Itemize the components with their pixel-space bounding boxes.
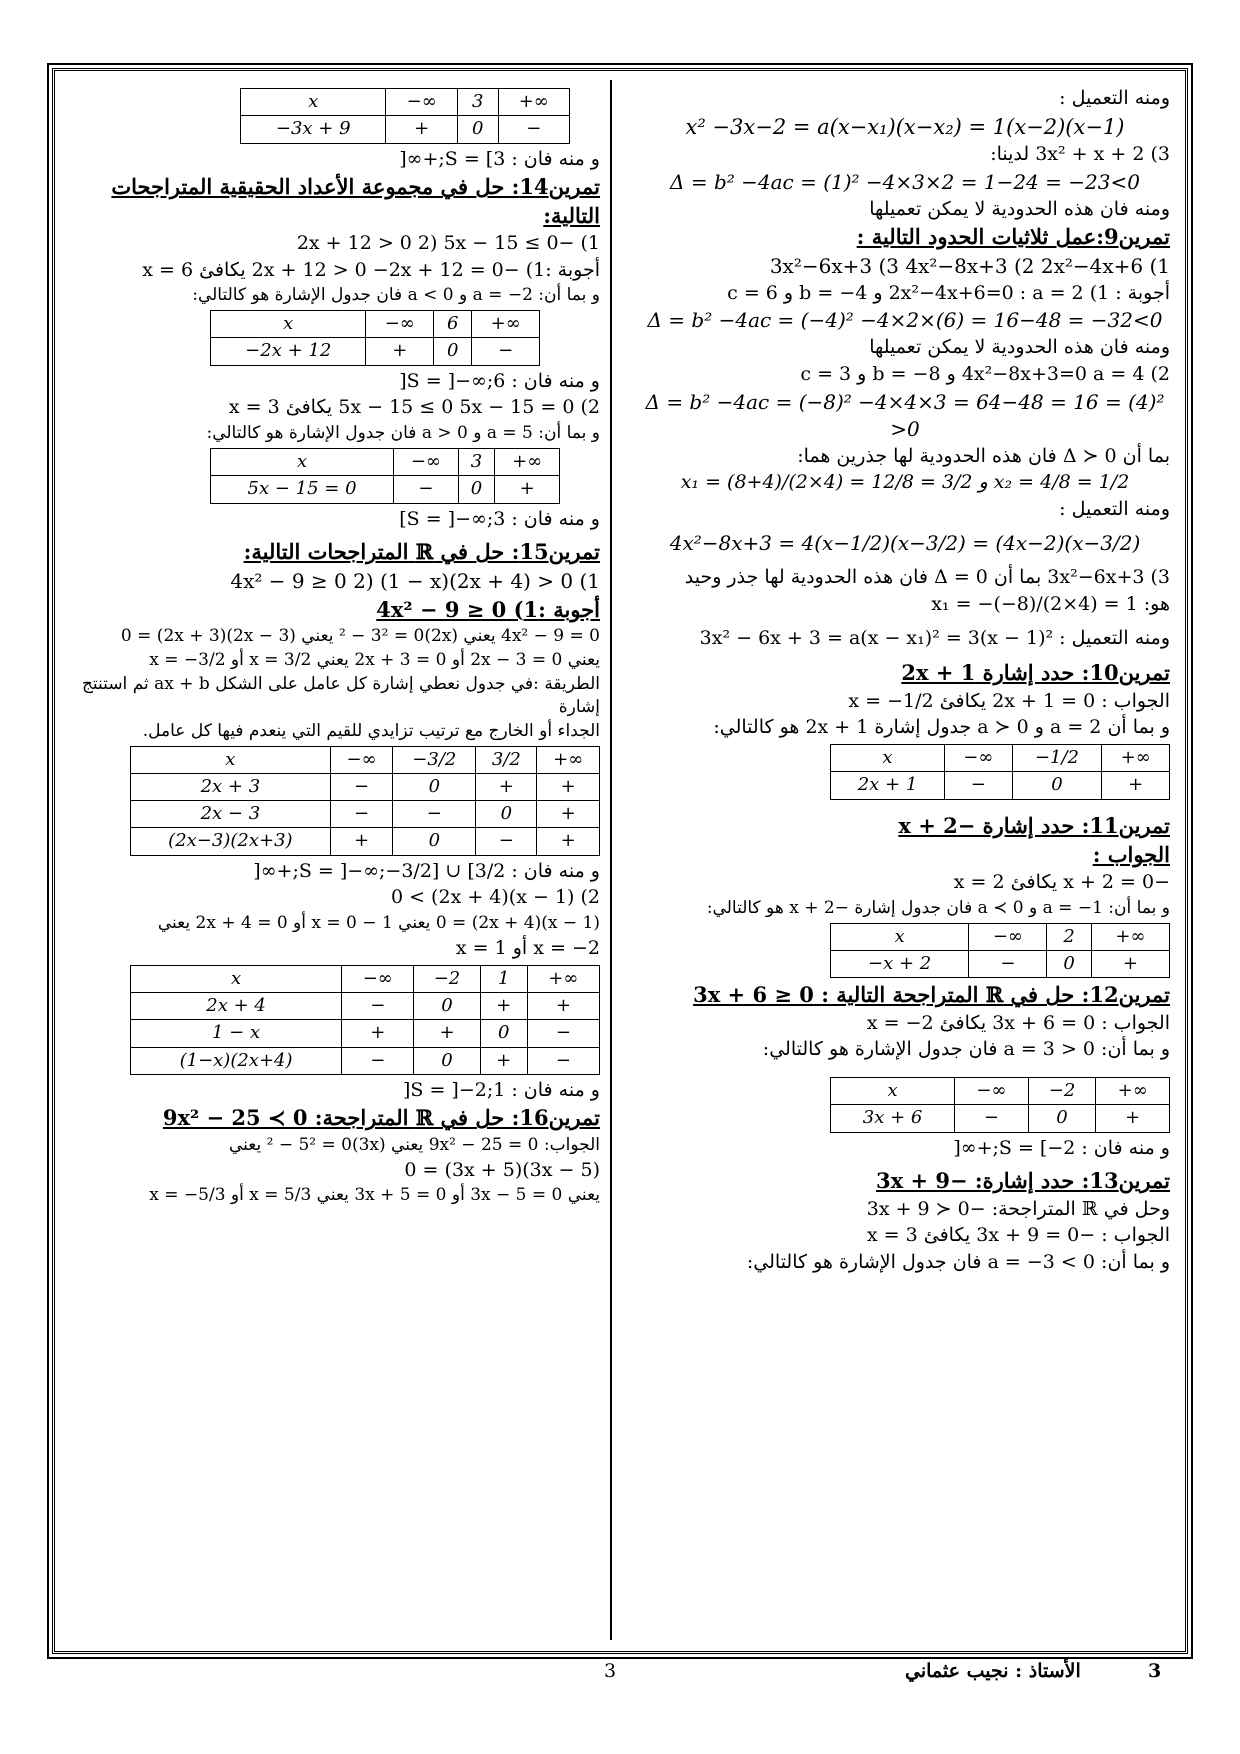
table-cell: 5x − 15 = 0: [211, 476, 394, 503]
table-cell: +: [495, 476, 560, 503]
answer-heading: أجوبة :1) 4x² − 9 ≥ 0: [376, 596, 600, 622]
left-column: [70, 85, 600, 1208]
table-cell: −: [393, 801, 476, 828]
answer-line: الجواب : 2x + 1 = 0 يكافئ x = −1/2: [848, 689, 1170, 712]
text-line: و بما أن: a = −2 و a < 0 فان جدول الإشارة هو كالتالي:: [192, 285, 600, 306]
table-cell: +: [537, 773, 600, 800]
text-line: 1) 4x² − 9 ≥ 0 2) (1 − x)(2x + 4) > 0: [230, 568, 600, 593]
table-cell: 3x + 6: [831, 1105, 955, 1132]
exercise-title: تمرين16: حل في ℝ المتراجحة: 9x² − 25 ≺ 0: [162, 1105, 600, 1131]
table-cell: −∞: [394, 448, 459, 475]
equation: Δ = b² −4ac = (−8)² −4×4×3 = 64−48 = 16 = (4)² >0: [645, 389, 1165, 441]
text-line: و بما أن a = 2 و a ≻ 0 جدول إشارة 2x + 1 هو كالتالي:: [713, 716, 1170, 739]
exercise-title: تمرين12: حل في ℝ المتراجحة التالية : 3x + 6 ≥ 0: [693, 982, 1170, 1008]
table-cell: −∞: [386, 89, 457, 116]
table-cell: 1 − x: [131, 1020, 342, 1047]
table-cell: 1: [480, 965, 527, 992]
table-cell: 3/2: [476, 746, 537, 773]
table-cell: +: [342, 1020, 414, 1047]
table-cell: 0: [457, 116, 498, 143]
table-cell: (1−x)(2x+4): [131, 1047, 342, 1074]
text-line: ومنه التعميل :: [1059, 497, 1170, 520]
page-number: 3: [604, 1660, 617, 1682]
equation: x₁ = (8+4)/(2×4) = 12/8 = 3/2 و x₂ = 4/8 = 1/2: [680, 471, 1130, 494]
exercise-title: تمرين11: حدد إشارة −x + 2: [898, 812, 1170, 838]
table-cell: (2x−3)(2x+3): [131, 828, 331, 855]
answer-line: أجوبة : 1) 2x²−4x+6=0 : a = 2 و b = −4 و c = 6: [727, 281, 1170, 304]
sign-table: [130, 965, 600, 1075]
table-cell: −3/2: [393, 746, 476, 773]
table-cell: −∞: [945, 745, 1013, 772]
table-cell: +: [476, 773, 537, 800]
table-cell: −x + 2: [831, 951, 969, 978]
column-divider: [610, 80, 612, 1640]
sign-table: [210, 448, 560, 504]
exercise-title: تمرين10: حدد إشارة 2x + 1: [901, 660, 1170, 686]
table-cell: 2x − 3: [131, 801, 331, 828]
table-cell: 0: [414, 1047, 480, 1074]
sign-table: [130, 746, 600, 856]
solution-set: و منه فان : S = [3;+∞[: [399, 147, 600, 170]
table-cell: +∞: [495, 448, 560, 475]
table-cell: +: [1091, 951, 1169, 978]
table-cell: +: [480, 992, 527, 1019]
table-cell: 2x + 3: [131, 773, 331, 800]
text-line: (3x − 5)(3x + 5) = 0: [404, 1158, 600, 1181]
solution-set: و منه فان : S = ]−∞;3]: [399, 507, 600, 530]
text-line: x = −2 أو x = 1: [455, 936, 600, 959]
text-line: 1) −2x + 12 > 0 2) 5x − 15 ≤ 0: [296, 231, 600, 254]
table-cell: +∞: [527, 965, 599, 992]
table-cell: −1/2: [1012, 745, 1102, 772]
table-cell: −2x + 12: [211, 338, 366, 365]
answer-line: الجواب: 9x² − 25 = 0 يعني (3x)² − 5² = 0 يعني: [228, 1134, 600, 1155]
table-cell: +: [537, 801, 600, 828]
text-line: 2) (1 − x)(2x + 4) > 0: [390, 886, 600, 909]
equation: Δ = b² −4ac = (1)² −4×3×2 = 1−24 = −23<0: [670, 169, 1140, 194]
table-cell: 0: [1028, 1105, 1096, 1132]
text-line: و بما أن: a = −1 و a ≺ 0 فان جدول إشارة −x + 2 هو كالتالي:: [706, 897, 1170, 918]
table-cell: −3x + 9: [241, 116, 386, 143]
sign-table: [830, 1077, 1170, 1133]
table-cell: 2: [1047, 923, 1091, 950]
table-cell: −: [498, 116, 570, 143]
table-cell: +: [480, 1047, 527, 1074]
table-cell: −∞: [366, 311, 434, 338]
exercise-title: تمرين14: حل في مجموعة الأعداد الحقيقية المتراجحات التالية:: [111, 174, 600, 228]
equation: Δ = b² −4ac = (−4)² −4×2×(6) = 16−48 = −32<0: [647, 308, 1163, 333]
method-note: الطريقة :في جدول نعطي إشارة كل عامل على الشكل ax + b ثم استنتج إشارة: [81, 673, 600, 717]
table-cell: −∞: [969, 923, 1047, 950]
text-line: −x + 2 = 0 يكافئ x = 2: [953, 871, 1170, 894]
text-line: (1 − x)(2x + 4) = 0 يعني 1 − x = 0 أو 2x + 4 = 0 يعني: [157, 913, 600, 934]
table-cell: 3: [457, 89, 498, 116]
table-cell: −2: [1028, 1078, 1096, 1105]
text-line: 3x²−6x+3 (3 4x²−8x+3 (2 2x²−4x+6 (1: [769, 253, 1170, 278]
text-line: 3) 3x² + x + 2 لدينا:: [990, 142, 1170, 165]
table-cell: −: [955, 1105, 1029, 1132]
table-cell: +∞: [1091, 923, 1169, 950]
table-cell: −∞: [955, 1078, 1029, 1105]
text-line: هو: x₁ = −(−8)/(2×4) = 1: [931, 593, 1170, 616]
table-cell: x: [131, 965, 342, 992]
sign-table: [830, 923, 1170, 979]
author-name: الأستاذ : نجيب عثماني: [905, 1660, 1081, 1682]
table-cell: −: [945, 772, 1013, 799]
table-cell: −: [476, 828, 537, 855]
text-line: 2) 5x − 15 ≤ 0 5x − 15 = 0 يكافئ x = 3: [228, 396, 600, 419]
table-cell: x: [831, 923, 969, 950]
solution-set: و منه فان : S = ]−∞;6[: [399, 369, 600, 392]
text-line: ومنه التعميل :: [1059, 87, 1170, 109]
table-cell: +: [366, 338, 434, 365]
table-cell: −: [330, 801, 393, 828]
table-cell: 0: [1012, 772, 1102, 799]
text-line: و بما أن: a = −3 < 0 فان جدول الإشارة هو كالتالي:: [746, 1250, 1170, 1273]
sign-table: [830, 744, 1170, 800]
table-cell: +∞: [1096, 1078, 1170, 1105]
page-number: 3: [1148, 1660, 1162, 1682]
table-cell: 3: [458, 448, 495, 475]
table-cell: 0: [414, 992, 480, 1019]
text-line: ومنه فان هذه الحدودية لا يمكن تعميلها: [869, 336, 1170, 359]
table-cell: +: [414, 1020, 480, 1047]
text-line: ومنه فان هذه الحدودية لا يمكن تعميلها: [869, 197, 1170, 220]
table-cell: −: [969, 951, 1047, 978]
table-cell: −: [527, 1020, 599, 1047]
equation: x² −3x−2 = a(x−x₁)(x−x₂) = 1(x−2)(x−1): [685, 114, 1125, 139]
solution-set: و منه فان : S = ]−∞;−3/2] ∪ [3/2;+∞[: [253, 859, 600, 882]
table-cell: 6: [434, 311, 472, 338]
table-cell: +: [1096, 1105, 1170, 1132]
table-cell: +∞: [537, 746, 600, 773]
method-note: الجداء أو الخارج مع ترتيب تزايدي للقيم التي ينعدم فيها كل عامل.: [142, 720, 600, 741]
right-column: [640, 85, 1170, 1277]
table-cell: +: [330, 828, 393, 855]
table-cell: +∞: [472, 311, 540, 338]
text-line: 2) 4x²−8x+3=0 a = 4 و b = −8 و c = 3: [800, 362, 1170, 385]
table-cell: −2: [414, 965, 480, 992]
table-cell: x: [831, 745, 945, 772]
answer-line: أجوبة :1) −2x + 12 > 0 −2x + 12 = 0 يكافئ x = 6: [142, 258, 600, 281]
answer-line: الجواب : −3x + 9 = 0 يكافئ x = 3: [866, 1224, 1170, 1247]
table-cell: x: [831, 1078, 955, 1105]
table-cell: 2x + 1: [831, 772, 945, 799]
table-cell: 0: [434, 338, 472, 365]
table-cell: x: [211, 448, 394, 475]
table-cell: −: [527, 1047, 599, 1074]
table-cell: +: [386, 116, 457, 143]
sign-table: [210, 310, 540, 366]
exercise-title: تمرين15: حل في ℝ المتراجحات التالية:: [243, 539, 600, 565]
answer-line: الجواب : 3x + 6 = 0 يكافئ x = −2: [866, 1011, 1170, 1034]
table-cell: −∞: [330, 746, 393, 773]
equation: 4x²−8x+3 = 4(x−1/2)(x−3/2) = (4x−2)(x−3/2): [669, 531, 1141, 556]
text-line: 3) 3x²−6x+3 بما أن Δ = 0 فان هذه الحدودية لها جذر وحيد: [684, 566, 1170, 589]
text-line: يعني 2x − 3 = 0 أو 2x + 3 = 0 يعني x = 3/2 أو x = −3/2: [149, 649, 600, 670]
text-line: وحل في ℝ المتراجحة: −3x + 9 ≻ 0: [866, 1197, 1170, 1220]
table-cell: −: [342, 992, 414, 1019]
table-cell: +∞: [498, 89, 570, 116]
exercise-title: تمرين9:عمل ثلاثيات الحدود التالية :: [856, 224, 1170, 250]
table-cell: 2x + 4: [131, 992, 342, 1019]
table-cell: x: [241, 89, 386, 116]
table-cell: −∞: [342, 965, 414, 992]
table-cell: 0: [1047, 951, 1091, 978]
sign-table: [240, 88, 570, 144]
table-cell: +: [1102, 772, 1170, 799]
table-cell: 0: [480, 1020, 527, 1047]
table-cell: 0: [476, 801, 537, 828]
answer-heading: الجواب :: [1092, 841, 1170, 867]
text-line: و بما أن: a = 3 > 0 فان جدول الإشارة هو كالتالي:: [762, 1038, 1170, 1061]
text-line: و بما أن: a = 5 و a > 0 فان جدول الإشارة هو كالتالي:: [206, 423, 600, 444]
table-cell: −: [342, 1047, 414, 1074]
table-cell: 0: [393, 773, 476, 800]
table-cell: 0: [458, 476, 495, 503]
table-cell: +: [527, 992, 599, 1019]
solution-set: و منه فان : S = ]−2;1[: [402, 1078, 600, 1101]
table-cell: +: [537, 828, 600, 855]
text-line: بما أن Δ ≻ 0 فان هذه الحدودية لها جذرين هما:: [797, 444, 1170, 467]
exercise-title: تمرين13: حدد إشارة: −3x + 9: [876, 1168, 1170, 1194]
table-cell: −: [394, 476, 459, 503]
table-cell: 0: [393, 828, 476, 855]
text-line: يعني 3x − 5 = 0 أو 3x + 5 = 0 يعني x = 5/3 أو x = −5/3: [149, 1185, 600, 1206]
text-line: ومنه التعميل : 3x² − 6x + 3 = a(x − x₁)² = 3(x − 1)²: [699, 626, 1170, 649]
table-cell: x: [211, 311, 366, 338]
table-cell: +∞: [1102, 745, 1170, 772]
table-cell: −: [330, 773, 393, 800]
solution-set: و منه فان : S = [−2;+∞[: [953, 1136, 1170, 1159]
table-cell: x: [131, 746, 331, 773]
text-line: 4x² − 9 = 0 يعني (2x)² − 3² = 0 يعني (2x − 3)(2x + 3) = 0: [120, 625, 600, 646]
table-cell: −: [472, 338, 540, 365]
